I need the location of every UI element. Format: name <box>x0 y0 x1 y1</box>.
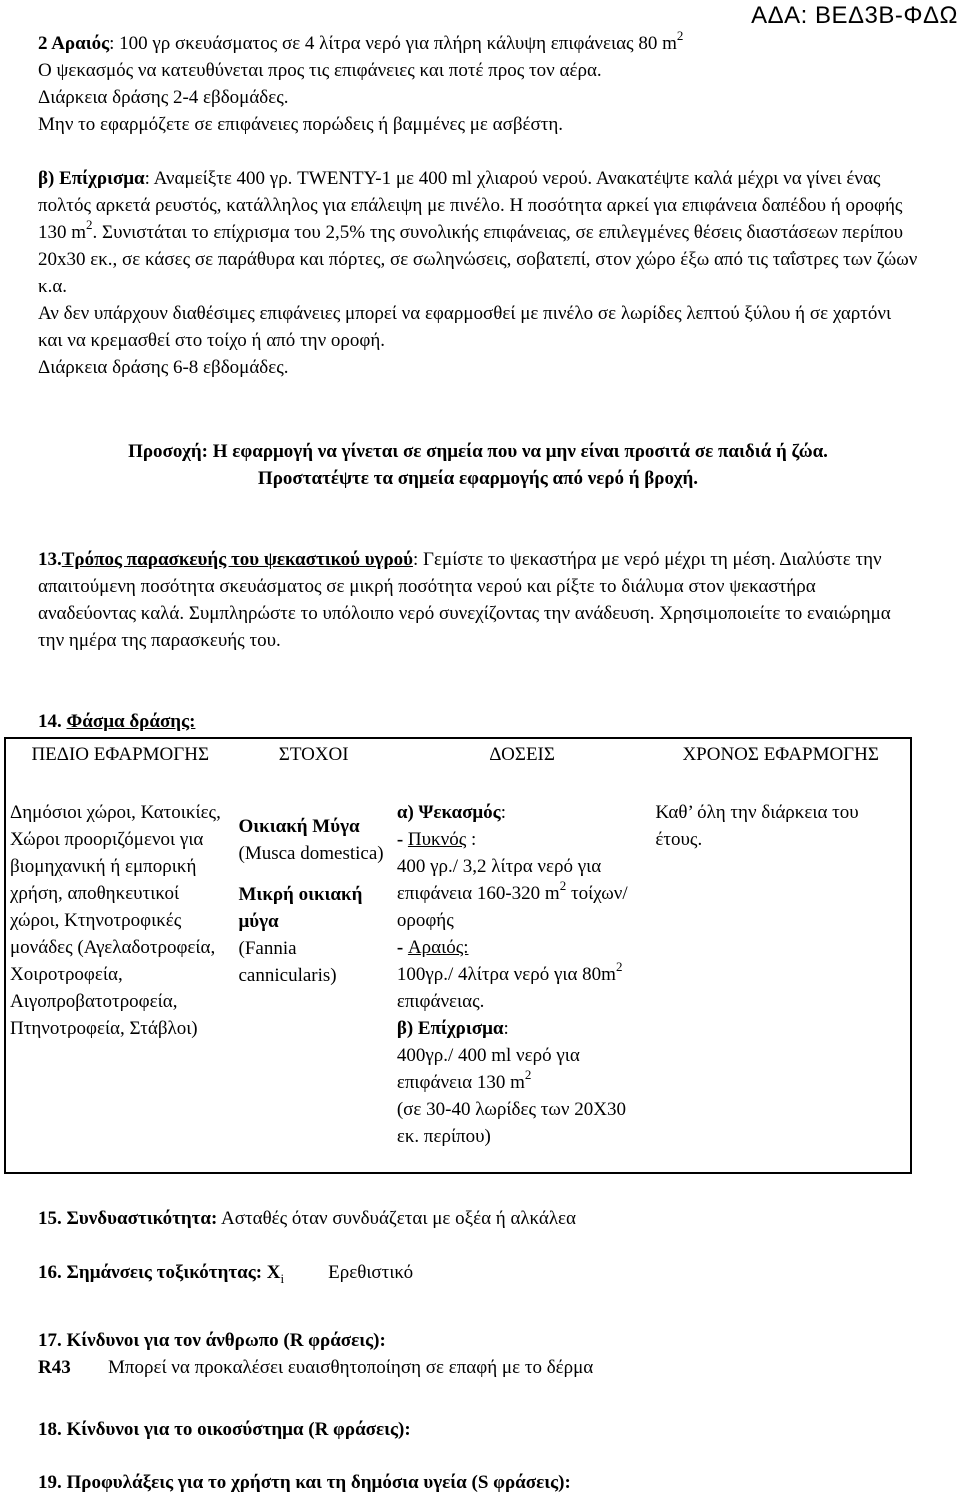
section-16 <box>38 1259 918 1286</box>
dose-coating-tail: (σε 30-40 λωρίδες των 20Χ30 εκ. περίπου) <box>396 1099 626 1147</box>
s17-code: R43 <box>38 1357 71 1378</box>
ada-code: ΑΔΑ: ΒΕΔ3Β-ΦΔΩ <box>751 2 958 29</box>
dose-dense-dash: - <box>396 829 408 850</box>
coating-sup: 2 <box>86 216 93 232</box>
dose-coating-value: 400γρ./ 400 ml νερό για επιφάνεια 130 m <box>396 1045 580 1093</box>
section-15 <box>38 1205 918 1232</box>
target-2-name: Μικρή οικιακή μύγα <box>238 884 363 932</box>
cell-targets <box>235 799 393 1173</box>
s15-text: Ασταθές όταν συνδυάζεται με οξέα ή αλκάλεα <box>217 1208 576 1229</box>
warning-line-2: Προστατέψτε τα σημεία εφαρμογής από νερό ή βροχή. <box>257 468 699 489</box>
dose-dilute-dash: - <box>396 937 408 958</box>
section-13 <box>38 546 918 654</box>
spray-direction: Ο ψεκασμός να κατευθύνεται προς τις επιφάνειες και ποτέ προς τον αέρα. <box>38 60 602 81</box>
header-field: ΠΕΔΙΟ ΕΦΑΡΜΟΓΗΣ <box>31 744 210 765</box>
cell-time: Καθ’ όλη την διάρκεια του έτους. <box>655 802 859 850</box>
section-14-heading <box>38 708 918 735</box>
s16-text: Ερεθιστικό <box>328 1262 414 1283</box>
section-19 <box>38 1469 918 1496</box>
s14-label: Φάσμα δράσης: <box>66 711 196 732</box>
spray-warning: Μην το εφαρμόζετε σε επιφάνειες πορώδεις ή βαμμένες με ασβέστη. <box>38 114 564 135</box>
dose-coating-label: β) Επίχρισμα <box>396 1018 504 1039</box>
spray-dilute-text: : 100 γρ σκευάσματος σε 4 λίτρα νερό για πλήρη κάλυψη επιφάνειας 80 m <box>109 33 677 54</box>
spray-section <box>38 27 918 138</box>
warning-line-1: Προσοχή: Η εφαρμογή να γίνεται σε σημεία που να μην είναι προσιτά σε παιδιά ή ζώα. <box>128 441 828 462</box>
dose-dense-tail: τοίχων/οροφής <box>396 883 628 931</box>
dose-dense-label: Πυκνός <box>407 829 467 850</box>
s16-sub: i <box>280 1270 285 1286</box>
s17-text: Μπορεί να προκαλέσει ευαισθητοποίηση σε επαφή με το δέρμα <box>108 1357 594 1378</box>
dose-dilute-value: 100γρ./ 4λίτρα νερό για 80m <box>396 964 616 985</box>
spray-dilute-label: 2 Αραιός <box>38 33 110 54</box>
dose-spray-label: α) Ψεκασμός <box>396 802 501 823</box>
section-18 <box>38 1416 918 1443</box>
cell-doses <box>393 799 652 1173</box>
target-1-sci: (Musca domestica) <box>238 843 384 864</box>
s18-label: 18. Κίνδυνοι για το οικοσύστημα (R φράσεις): <box>38 1419 411 1440</box>
s13-text: : Γεμίστε το ψεκαστήρα με νερό μέχρι τη μέση. Διαλύστε την απαιτούμενη ποσότητα σκευάσματος σε μικρή ποσότητα νερού και ρίξτε το διάλυμα στον ψεκαστήρα αναδεύοντας καλά. Συμπληρώστε το υπόλοιπο νερό συνεχίζοντας την ανάδευση. Χρησιμοποιείτε το εναιώρημα την ημέρα της παρασκευής του. <box>38 549 891 651</box>
s13-label: Τρόπος παρασκευής του ψεκαστικού υγρού <box>61 549 414 570</box>
coating-text-1: : Αναμείξτε 400 γρ. TWENTY-1 με 400 ml χλιαρού νερού. Ανακατέψτε καλά μέχρι να γίνει ένας πολτός αρκετά ρευστός, κατάλληλος για επάλειψη με πινέλο. Η ποσότητα αρκεί για επιφάνεια δαπέδου ή οροφής 130 m <box>38 168 903 243</box>
header-targets: ΣΤΟΧΟΙ <box>278 744 349 765</box>
action-spectrum-table <box>4 737 912 1174</box>
spray-duration: Διάρκεια δράσης 2-4 εβδομάδες. <box>38 87 289 108</box>
dose-dense-sup: 2 <box>559 877 567 893</box>
dose-dilute-sup: 2 <box>615 958 623 974</box>
dose-coating-colon: : <box>503 1018 509 1039</box>
cell-field: Δημόσιοι χώροι, Κατοικίες, Χώροι προοριζόμενοι για βιομηχανική ή εμπορική χρήση, αποθηκευτικοί χώροι, Κτηνοτροφικές μονάδες (Αγελαδοτροφεία, Χοιροτροφεία, Αιγοπροβατοτροφεία, Πτηνοτροφεία, Στάβλοι) <box>10 802 221 1039</box>
warning-section <box>38 438 918 492</box>
spray-dilute-sup: 2 <box>676 27 684 43</box>
dose-dilute-label: Αραιός: <box>407 937 469 958</box>
table-header-row <box>5 738 911 799</box>
dose-spray-colon: : <box>500 802 506 823</box>
header-doses: ΔΟΣΕΙΣ <box>489 744 555 765</box>
s16-label: 16. Σημάνσεις τοξικότητας: X <box>38 1262 281 1283</box>
s14-num: 14. <box>38 711 67 732</box>
s17-label: 17. Κίνδυνοι για τον άνθρωπο (R φράσεις): <box>38 1330 386 1351</box>
s19-label: 19. Προφυλάξεις για το χρήστη και τη δημόσια υγεία (S φράσεις): <box>38 1472 571 1493</box>
table-row <box>5 799 911 1173</box>
dose-dense-value: 400 γρ./ 3,2 λίτρα νερό για επιφάνεια 160-320 m <box>396 856 602 904</box>
dose-dilute-tail: επιφάνειας. <box>396 991 485 1012</box>
coating-label: β) Επίχρισμα <box>38 168 145 189</box>
dose-coating-sup: 2 <box>524 1066 532 1082</box>
dose-dense-colon: : <box>466 829 477 850</box>
s13-num: 13. <box>38 549 62 570</box>
header-time: ΧΡΟΝΟΣ ΕΦΑΡΜΟΓΗΣ <box>682 744 879 765</box>
coating-text-2: . Συνιστάται το επίχρισμα του 2,5% της συνολικής επιφάνειας, σε επιλεγμένες θέσεις διαστάσεων περίπου 20x30 εκ., σε κάσες σε παράθυρα και πόρτες, σε σωληνώσεις, σοβατεπί, στον χώρο έξω από τις ταΐστρες των ζώων κ.α. <box>38 222 918 297</box>
target-2-sci: (Fannia cannicularis) <box>238 938 337 986</box>
coating-duration: Διάρκεια δράσης 6-8 εβδομάδες. <box>38 357 289 378</box>
s15-label: 15. Συνδυαστικότητα: <box>38 1208 218 1229</box>
section-17 <box>38 1327 918 1381</box>
coating-text-3: Αν δεν υπάρχουν διαθέσιμες επιφάνειες μπορεί να εφαρμοσθεί με πινέλο σε λωρίδες λεπτού ξύλου ή σε χαρτόνι και να κρεμασθεί στο τοίχο ή από την οροφή. <box>38 303 892 351</box>
coating-section <box>38 165 918 381</box>
target-1-name: Οικιακή Μύγα <box>238 816 360 837</box>
